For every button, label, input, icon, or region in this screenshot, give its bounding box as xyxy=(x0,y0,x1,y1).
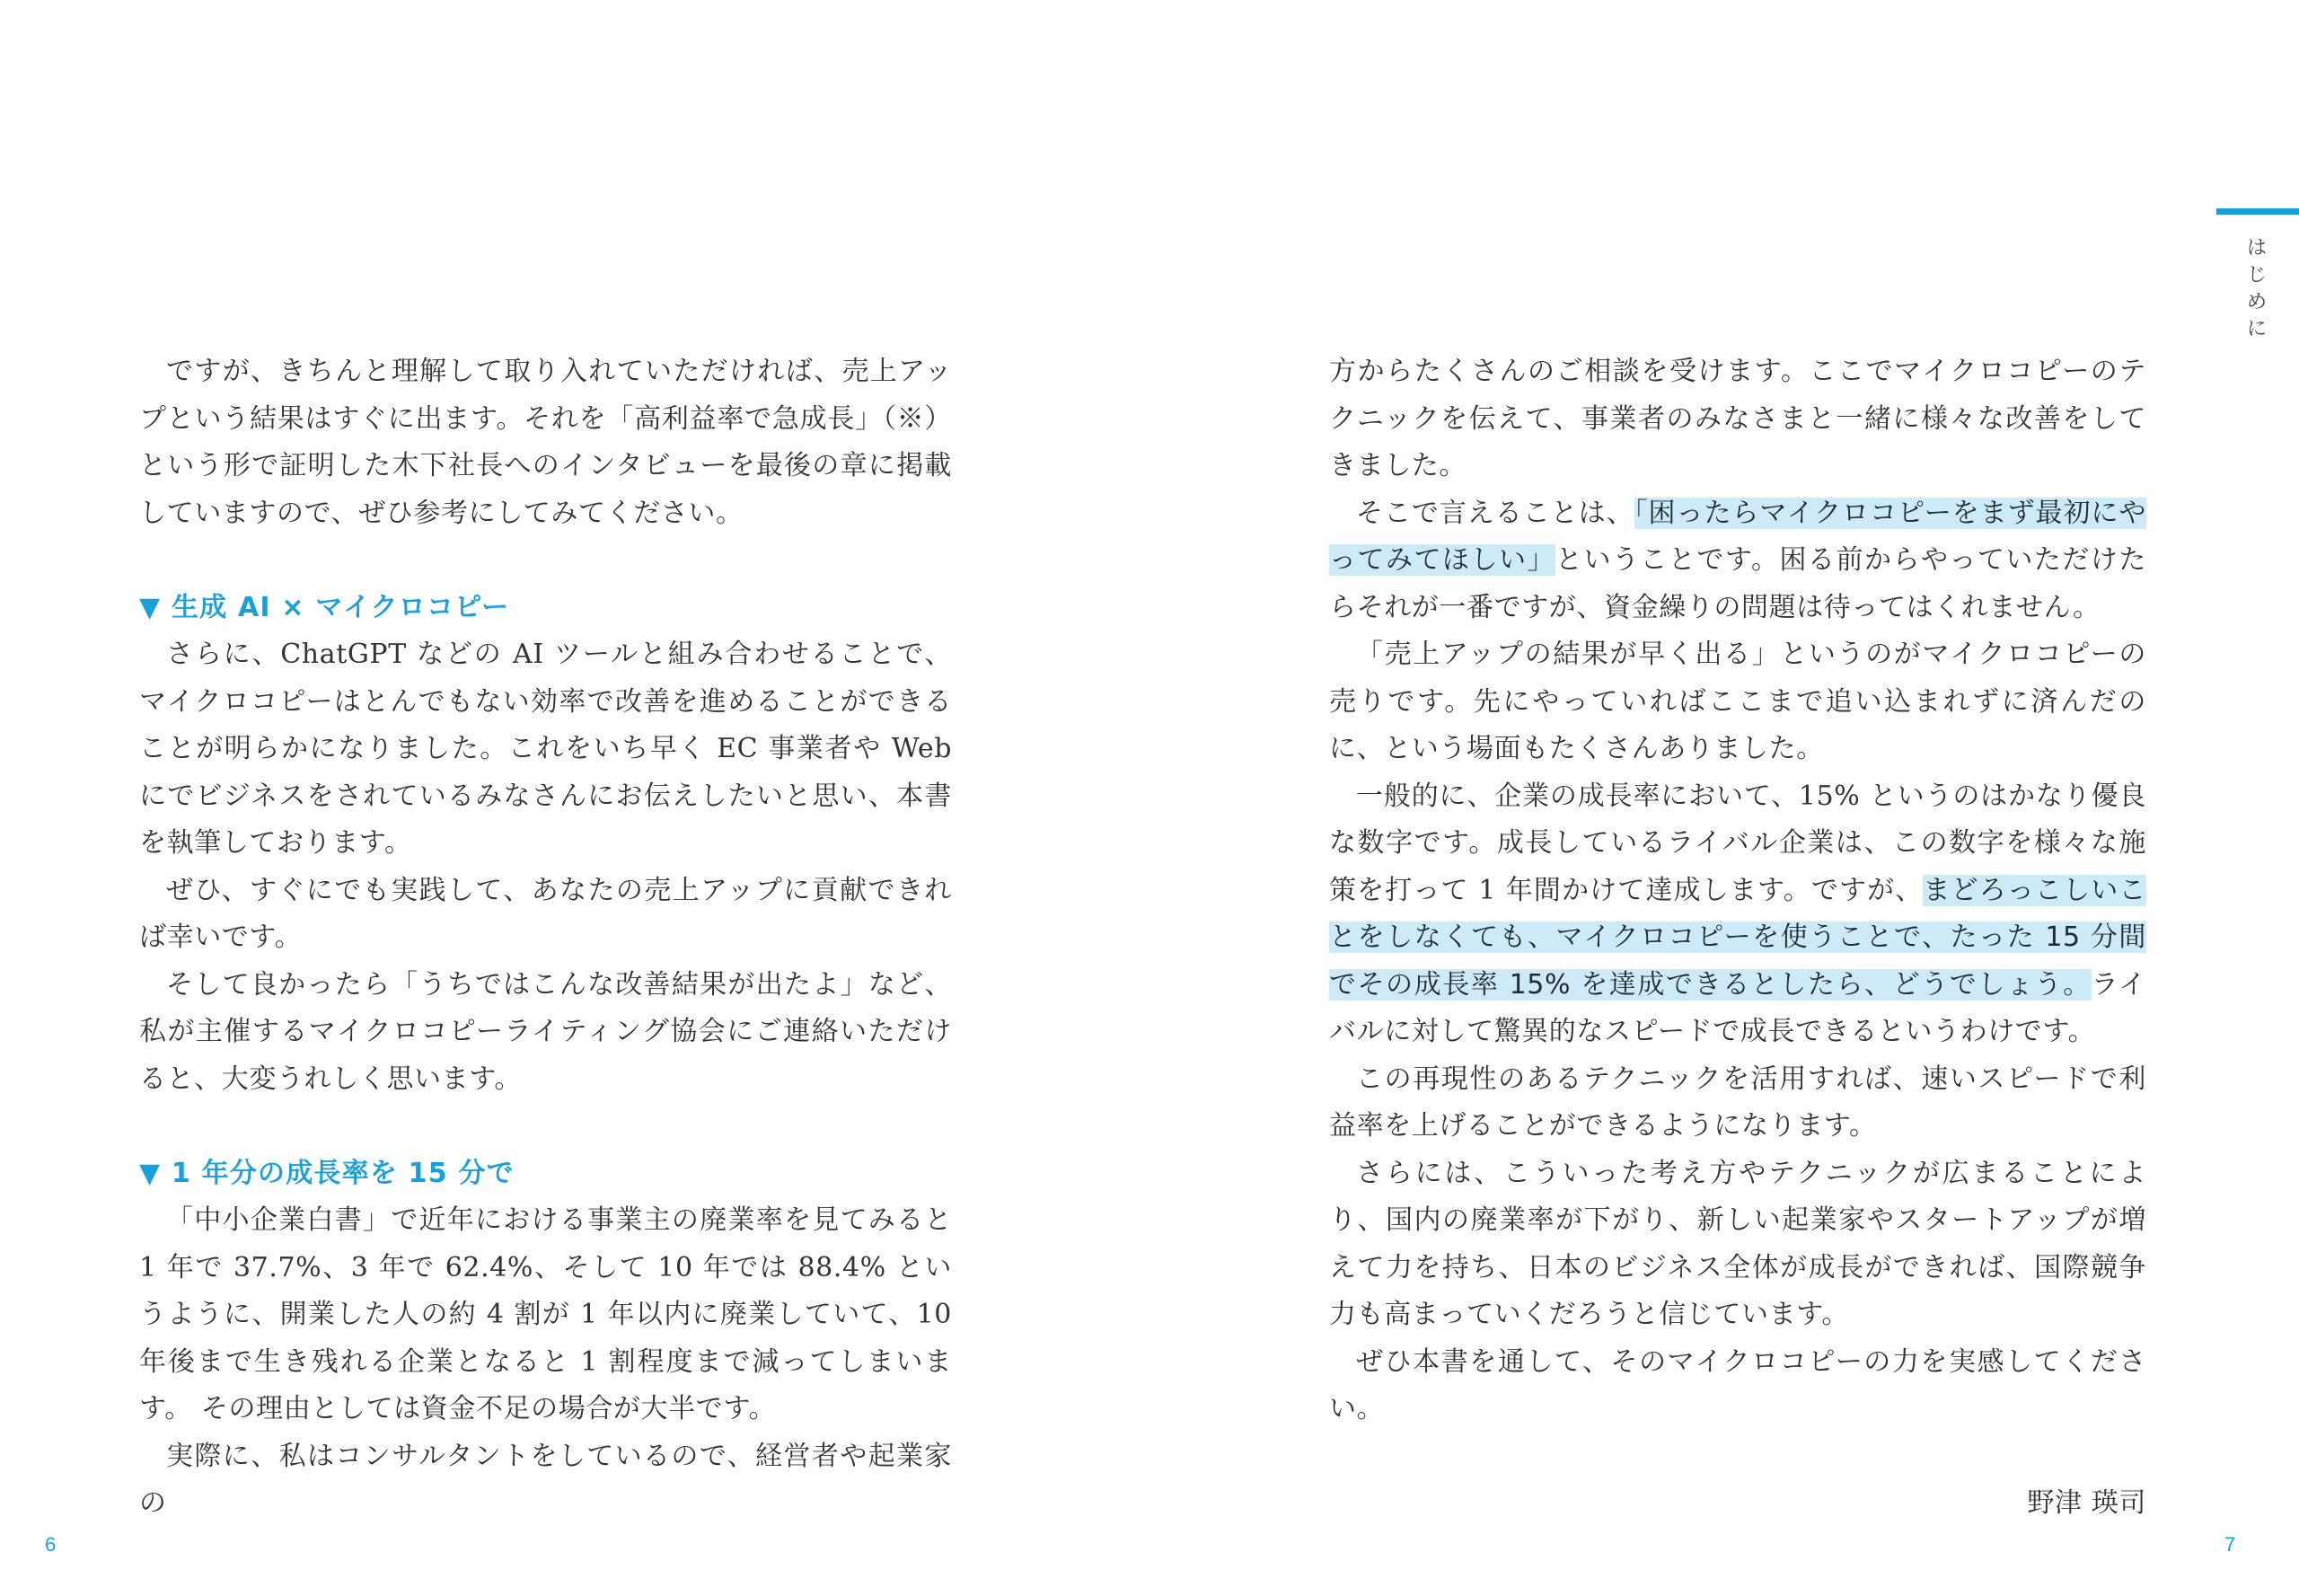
highlighted-text: まどろっこしいことをしなくても、マイクロコピーを使うことで、たった 15 分間でその成長率 15% を達成できるとしたら、どうでしょう。 xyxy=(1329,874,2146,1001)
paragraph: さらには、こういった考え方やテクニックが広まることにより、国内の廃業率が下がり、新しい起業家やスタートアップが増えて力を持ち、日本のビジネス全体が成長ができれば、国際競争力も高まっていくだろうと信じています。 xyxy=(1329,1157,2146,1330)
chapter-tab-bar xyxy=(2216,208,2299,215)
paragraph xyxy=(1329,490,2146,632)
paragraph-text: ライバルに対して驚異的なスピードで成長できるというわけです。 xyxy=(1329,968,2146,1047)
page-number: 6 xyxy=(45,1533,57,1556)
paragraph: ですが、きちんと理解して取り入れていただければ、売上アップという結果はすぐに出ます。それを「高利益率で急成長」（※）という形で証明した木下社長へのインタビューを最後の章に掲載していますので、ぜひ参考にしてみてください。 xyxy=(139,356,952,529)
section-heading: ▼ 1 年分の成長率を 15 分で xyxy=(139,1157,515,1189)
paragraph-text: 一般的に、企業の成長率において、15% というのはかなり優良な数字です。成長しているライバル企業は、この数字を様々な施策を打って 1 年間かけて達成します。ですが、 xyxy=(1329,780,2146,906)
paragraph: ぜひ本書を通して、そのマイクロコピーの力を実感してください。 xyxy=(1329,1345,2146,1424)
section-heading: ▼ 生成 AI × マイクロコピー xyxy=(139,591,510,623)
paragraph: この再現性のあるテクニックを活用すれば、速いスピードで利益率を上げることができるようになります。 xyxy=(1329,1063,2146,1142)
paragraph: 実際に、私はコンサルタントをしているので、経営者や起業家の xyxy=(139,1440,952,1519)
paragraph-text: ということです。困る前からやっていただけたらそれが一番ですが、資金繰りの問題は待ってはくれません。 xyxy=(1329,544,2146,623)
chapter-tab-label: はじめに xyxy=(2246,237,2267,340)
paragraph: ぜひ、すぐにでも実践して、あなたの売上アップに貢献できれば幸いです。 xyxy=(139,874,952,953)
highlighted-text: 「困ったらマイクロコピーをまず最初にやってみてほしい」 xyxy=(1329,497,2147,576)
paragraph xyxy=(1329,773,2146,1056)
paragraph: 「中小企業白書」で近年における事業主の廃業率を見てみると 1 年で 37.7%、3 年で 62.4%、そして 10 年では 88.4% というように、開業した人の約 4 割が 1 年以内に廃業していて、10 年後まで生き残れる企業となると 1 割程度まで減ってしまいます。 その理由としては資金不足の場合が大半です。 xyxy=(139,1204,952,1424)
paragraph: さらに、ChatGPT などの AI ツールと組み合わせることで、マイクロコピーはとんでもない効率で改善を進めることができることが明らかになりました。これをいち早く EC 事業者や Web にでビジネスをされているみなさんにお伝えしたいと思い、本書を執筆しております。 xyxy=(139,639,952,859)
right-page-body xyxy=(1329,348,2146,1528)
page-number: 7 xyxy=(2224,1533,2236,1556)
left-page-body xyxy=(139,348,952,1528)
paragraph: 「売上アップの結果が早く出る」というのがマイクロコピーの売りです。先にやっていればここまで追い込まれずに済んだのに、という場面もたくさんありました。 xyxy=(1329,639,2146,764)
paragraph-text: そこで言えることは、 xyxy=(1356,497,1634,529)
paragraph: そして良かったら「うちではこんな改善結果が出たよ」など、私が主催するマイクロコピーライティング協会にご連絡いただけると、大変うれしく思います。 xyxy=(139,968,952,1095)
author-signature: 野津 瑛司 xyxy=(2027,1487,2146,1519)
paragraph: 方からたくさんのご相談を受けます。ここでマイクロコピーのテクニックを伝えて、事業者のみなさまと一緒に様々な改善をしてきました。 xyxy=(1329,356,2146,481)
